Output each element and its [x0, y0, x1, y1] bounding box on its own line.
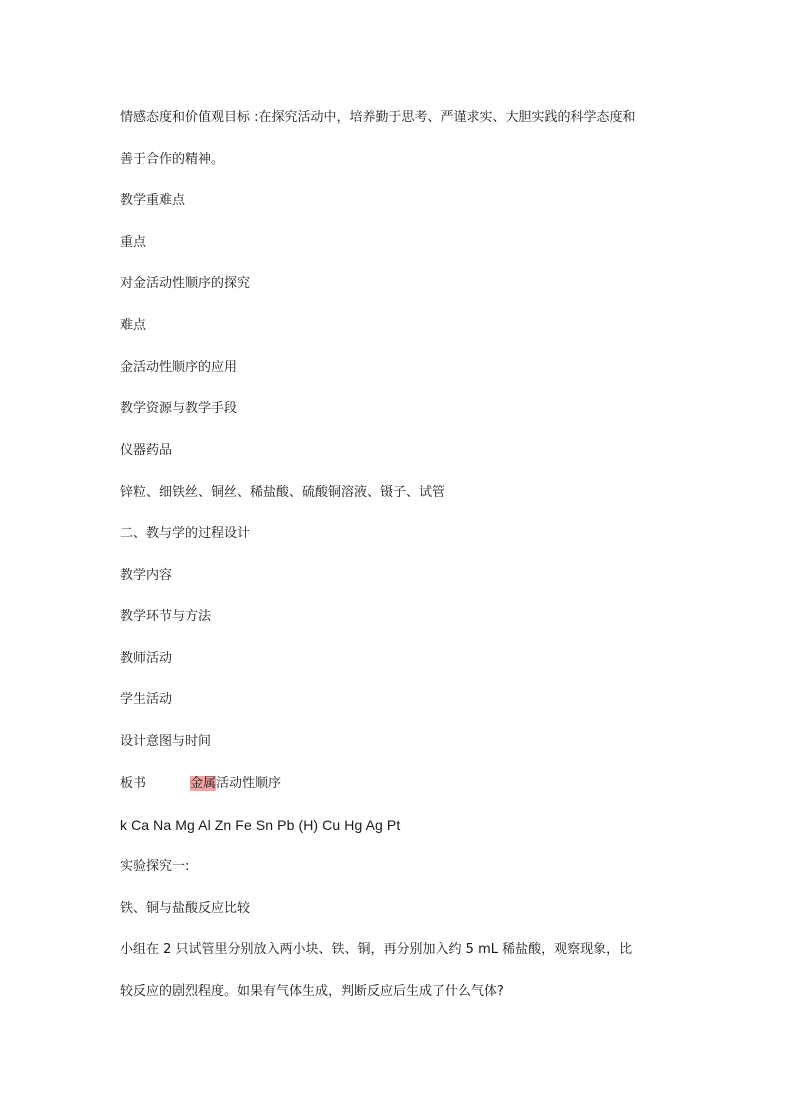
- heading-difficult: 难点: [120, 318, 147, 333]
- heading-key-difficult: 教学重难点: [120, 193, 186, 208]
- experiment-paragraph-line-1: 小组在 2 只试管里分别放入两小块、铁、铜，再分别加入约 5 mL 稀盐酸，观察现象，比: [120, 942, 633, 957]
- experiment-paragraph-line-2: 较反应的剧烈程度。如果有气体生成，判断反应后生成了什么气体?: [120, 984, 504, 999]
- activity-series: k Ca Na Mg Al Zn Fe Sn Pb (H) Cu Hg Ag Pt: [120, 817, 401, 833]
- board-text: 活动性顺序: [216, 776, 282, 791]
- equipment-list: 锌粒、细铁丝、铜丝、稀盐酸、硫酸铜溶液、镊子、试管: [120, 485, 446, 500]
- difficult-text: 金活动性顺序的应用: [120, 360, 238, 375]
- board-line: [120, 775, 281, 793]
- goal-paragraph-line-2: 善于合作的精神。: [120, 152, 225, 167]
- heading-method: 教学环节与方法: [120, 609, 212, 624]
- heading-design-intent: 设计意图与时间: [120, 734, 212, 749]
- goal-paragraph-line-1: 情感态度和价值观目标 :在探究活动中，培养勤于思考、严谨求实、大胆实践的科学态度和: [120, 110, 636, 125]
- board-label: 板书: [120, 776, 147, 791]
- heading-teacher-activity: 教师活动: [120, 651, 173, 666]
- heading-content: 教学内容: [120, 568, 173, 583]
- experiment-title: 铁、铜与盐酸反应比较: [120, 901, 251, 916]
- heading-resources: 教学资源与教学手段: [120, 401, 238, 416]
- key-text: 对金活动性顺序的探究: [120, 276, 251, 291]
- heading-key: 重点: [120, 235, 147, 250]
- heading-student-activity: 学生活动: [120, 692, 173, 707]
- heading-equipment: 仪器药品: [120, 443, 173, 458]
- heading-experiment: 实验探究一:: [120, 859, 190, 874]
- heading-process: 二、教与学的过程设计: [120, 526, 251, 541]
- highlighted-text: 金属: [190, 776, 217, 791]
